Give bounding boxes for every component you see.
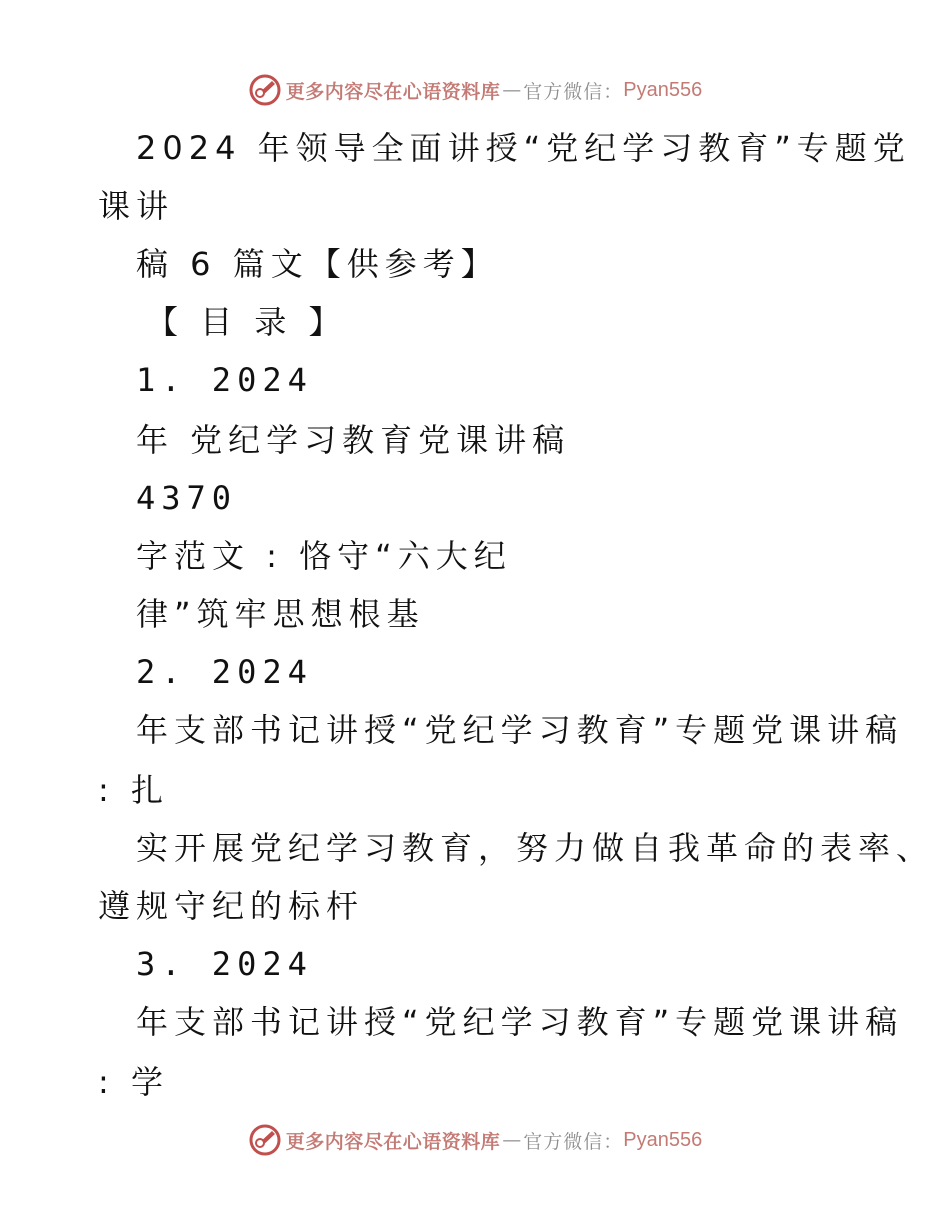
logo-icon (248, 73, 282, 107)
header-watermark (0, 70, 950, 110)
toc-item-1-line-1: 年 党纪学习教育党课讲稿 (136, 421, 571, 459)
title-line-1: 2024 年领导全面讲授“党纪学习教育”专题党 (136, 129, 911, 167)
toc-item-3-line-2: : 学 (98, 1063, 169, 1101)
watermark-contact-label: 官方微信： (523, 1130, 624, 1153)
watermark-contact-id: Pyan556 (623, 1128, 703, 1151)
watermark-contact-id: Pyan556 (623, 78, 703, 101)
toc-item-2-line-3: 实开展党纪学习教育，努力做自我革命的表率、 (136, 829, 935, 867)
toc-item-2-line-1: 年支部书记讲授“党纪学习教育”专题党课讲稿 (136, 711, 904, 749)
toc-item-3-number: 3. 2024 (136, 945, 313, 983)
toc-item-1-line-3: 字范文 : 恪守“六大纪 (136, 537, 512, 575)
toc-item-1-number: 1. 2024 (136, 361, 313, 399)
logo-icon (248, 1123, 282, 1157)
toc-item-2-line-2: : 扎 (98, 771, 169, 809)
footer-watermark (0, 1120, 950, 1160)
watermark-site-text: 更多内容尽在心语资料库 (285, 80, 501, 103)
watermark-dash: — (502, 79, 522, 101)
toc-heading: 【 目 录 】 (146, 303, 347, 341)
watermark-site-text: 更多内容尽在心语资料库 (285, 1130, 501, 1153)
watermark-dash: — (502, 1129, 522, 1151)
toc-item-2-number: 2. 2024 (136, 653, 313, 691)
toc-item-1-line-2: 4370 (136, 479, 238, 517)
toc-item-3-line-1: 年支部书记讲授“党纪学习教育”专题党课讲稿 (136, 1003, 904, 1041)
watermark-contact-label: 官方微信： (523, 80, 624, 103)
toc-item-2-line-4: 遵规守纪的标杆 (98, 887, 365, 925)
toc-item-1-line-4: 律”筑牢思想根基 (136, 595, 425, 633)
title-line-2: 课讲 (98, 187, 175, 225)
title-line-3: 稿 6 篇文【供参考】 (136, 245, 499, 283)
